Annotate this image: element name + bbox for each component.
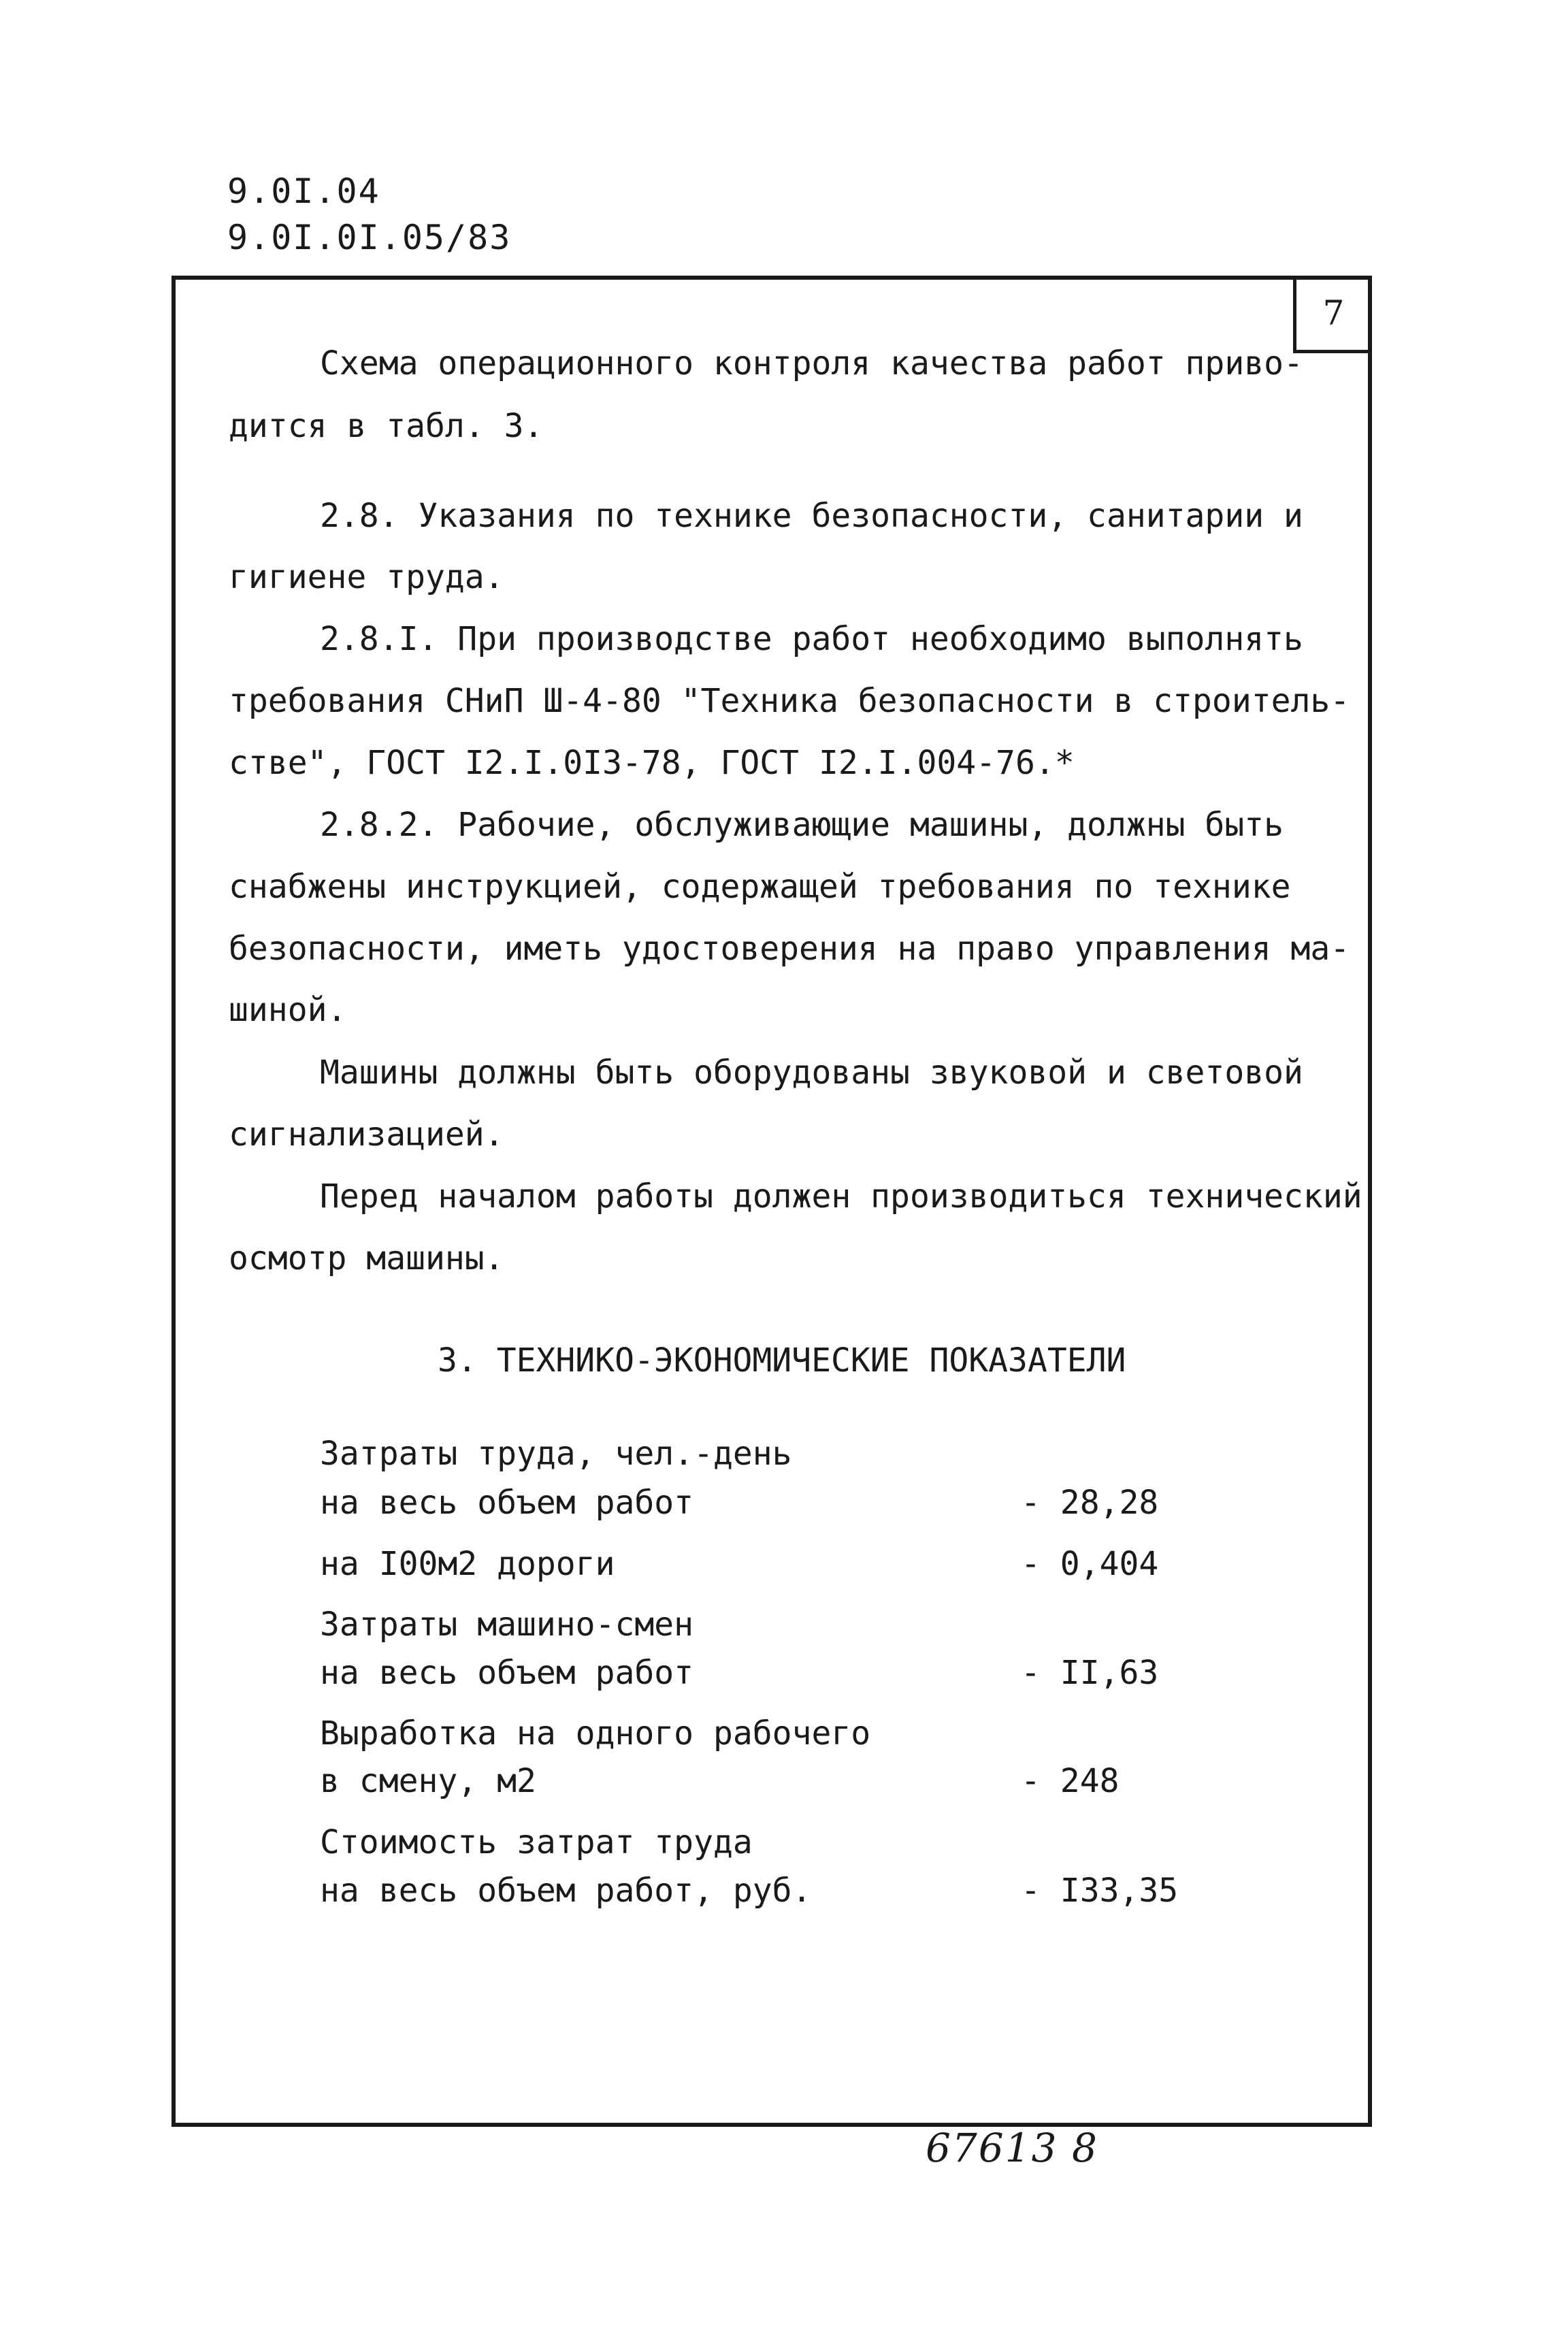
indicator-machine-label-2: на весь объем работ [320, 1654, 694, 1692]
paragraph-1-line-1: Схема операционного контроля качества работ приво- [320, 344, 1303, 382]
paragraph-4-line-4: шиной. [229, 991, 347, 1029]
indicator-machine-label-1: Затраты машино-смен [320, 1605, 694, 1644]
indicator-machine-value: - II,63 [1021, 1654, 1159, 1692]
paragraph-5-line-2: сигнализацией. [229, 1115, 504, 1154]
paragraph-3-line-3: стве", ГОСТ I2.I.0I3-78, ГОСТ I2.I.004-76.* [229, 744, 1075, 782]
document-code-line2: 9.0I.0I.05/83 [227, 218, 512, 257]
indicator-output-value: - 248 [1021, 1762, 1120, 1800]
paragraph-4-line-3: безопасности, иметь удостоверения на право управления ма- [229, 930, 1350, 968]
indicator-cost-label-1: Стоимость затрат труда [320, 1823, 753, 1861]
paragraph-1-line-2: дится в табл. 3. [229, 407, 544, 445]
indicator-cost-value: - I33,35 [1021, 1872, 1179, 1910]
paragraph-6-line-1: Перед началом работы должен производиться технический [320, 1177, 1362, 1216]
paragraph-3-line-1: 2.8.I. При производстве работ необходимо выполнять [320, 620, 1303, 658]
indicator-per100-value: - 0,404 [1021, 1545, 1159, 1583]
paragraph-6-line-2: осмотр машины. [229, 1239, 504, 1277]
section-heading: 3. ТЕХНИКО-ЭКОНОМИЧЕСКИЕ ПОКАЗАТЕЛИ [438, 1341, 1126, 1380]
indicator-output-label-1: Выработка на одного рабочего [320, 1714, 871, 1753]
indicator-labor-label-2: на весь объем работ [320, 1484, 694, 1522]
handwritten-footer-note: 67613 8 [926, 2125, 1098, 2171]
indicator-per100-label: на I00м2 дороги [320, 1545, 615, 1583]
page-number: 7 [1293, 276, 1371, 353]
paragraph-4-line-1: 2.8.2. Рабочие, обслуживающие машины, должны быть [320, 806, 1284, 844]
paragraph-2-line-2: гигиене труда. [229, 558, 504, 596]
paragraph-3-line-2: требования СНиП Ш-4-80 "Техника безопасности в строитель- [229, 682, 1350, 720]
indicator-labor-label-1: Затраты труда, чел.-день [320, 1435, 792, 1473]
paragraph-5-line-1: Машины должны быть оборудованы звуковой и световой [320, 1054, 1303, 1092]
document-code-line1: 9.0I.04 [227, 172, 380, 211]
paragraph-2-line-1: 2.8. Указания по технике безопасности, санитарии и [320, 497, 1303, 535]
indicator-labor-value: - 28,28 [1021, 1484, 1159, 1522]
paragraph-4-line-2: снабжены инструкцией, содержащей требования по технике [229, 868, 1291, 906]
indicator-output-label-2: в смену, м2 [320, 1762, 536, 1800]
indicator-cost-label-2: на весь объем работ, руб. [320, 1872, 812, 1910]
